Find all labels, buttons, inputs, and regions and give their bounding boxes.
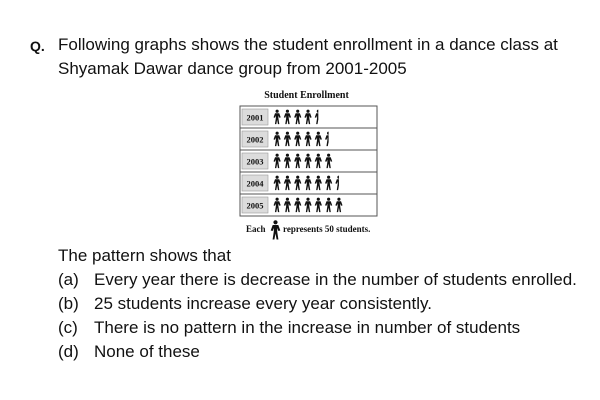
person-icon: [274, 154, 281, 168]
person-icon: [315, 132, 322, 146]
chart-row: [242, 109, 322, 125]
chart-key: [246, 220, 388, 240]
person-icon: [304, 176, 311, 190]
chart-row: [240, 172, 377, 191]
year-label: 2002: [246, 134, 264, 145]
person-icon: [294, 154, 301, 168]
person-icon: [325, 132, 332, 146]
person-icon: [294, 132, 301, 146]
option-letter: (a): [58, 270, 79, 289]
option-b[interactable]: [58, 293, 588, 315]
question-text: Following graphs shows the student enrollment in a dance class at Shyamak Dawar dance group from 2001-2005: [58, 35, 558, 78]
person-icon: [325, 154, 332, 168]
person-icon: [270, 220, 281, 240]
option-text: 25 students increase every year consistently.: [94, 294, 432, 313]
year-label: 2003: [246, 156, 264, 167]
person-icon: [284, 110, 291, 124]
chart-row: [240, 128, 377, 147]
year-label: 2001: [246, 112, 264, 123]
key-suffix: represents 50 students.: [283, 224, 371, 234]
pictograph-svg: [238, 104, 378, 220]
chart-row: [240, 150, 377, 169]
chart-row: [240, 194, 377, 213]
person-icon: [315, 176, 322, 190]
person-icon: [315, 154, 322, 168]
option-letter: (b): [58, 294, 79, 313]
option-text: Every year there is decrease in the number of students enrolled.: [94, 270, 577, 289]
option-letter: (d): [58, 342, 79, 361]
person-icon: [294, 110, 301, 124]
person-icon: [284, 198, 291, 212]
option-a[interactable]: [58, 269, 588, 291]
key-prefix: Each: [246, 224, 266, 234]
person-icon: [284, 176, 291, 190]
option-text: There is no pattern in the increase in number of students: [94, 318, 521, 337]
question-stem: The pattern shows that: [58, 246, 231, 265]
pictograph-chart: [238, 90, 388, 240]
person-icon: [304, 154, 311, 168]
question-label: Q.: [30, 38, 45, 54]
option-letter: (c): [58, 318, 78, 337]
options-list: [58, 269, 588, 365]
person-icon: [274, 198, 281, 212]
option-d[interactable]: [58, 341, 588, 363]
person-icon: [325, 198, 332, 212]
person-icon: [315, 198, 322, 212]
option-c[interactable]: [58, 317, 588, 339]
person-icon: [315, 110, 322, 124]
person-icon: [284, 154, 291, 168]
person-icon: [335, 198, 342, 212]
person-icon: [304, 110, 311, 124]
person-icon: [304, 132, 311, 146]
chart-title: Student Enrollment: [264, 90, 349, 101]
person-icon: [274, 132, 281, 146]
person-icon: [335, 176, 342, 190]
person-icon: [304, 198, 311, 212]
person-icon: [294, 198, 301, 212]
person-icon: [284, 132, 291, 146]
person-icon: [294, 176, 301, 190]
year-label: 2005: [246, 200, 264, 211]
person-icon: [325, 176, 332, 190]
option-text: None of these: [94, 342, 200, 361]
person-icon: [274, 176, 281, 190]
year-label: 2004: [246, 178, 264, 189]
person-icon: [274, 110, 281, 124]
